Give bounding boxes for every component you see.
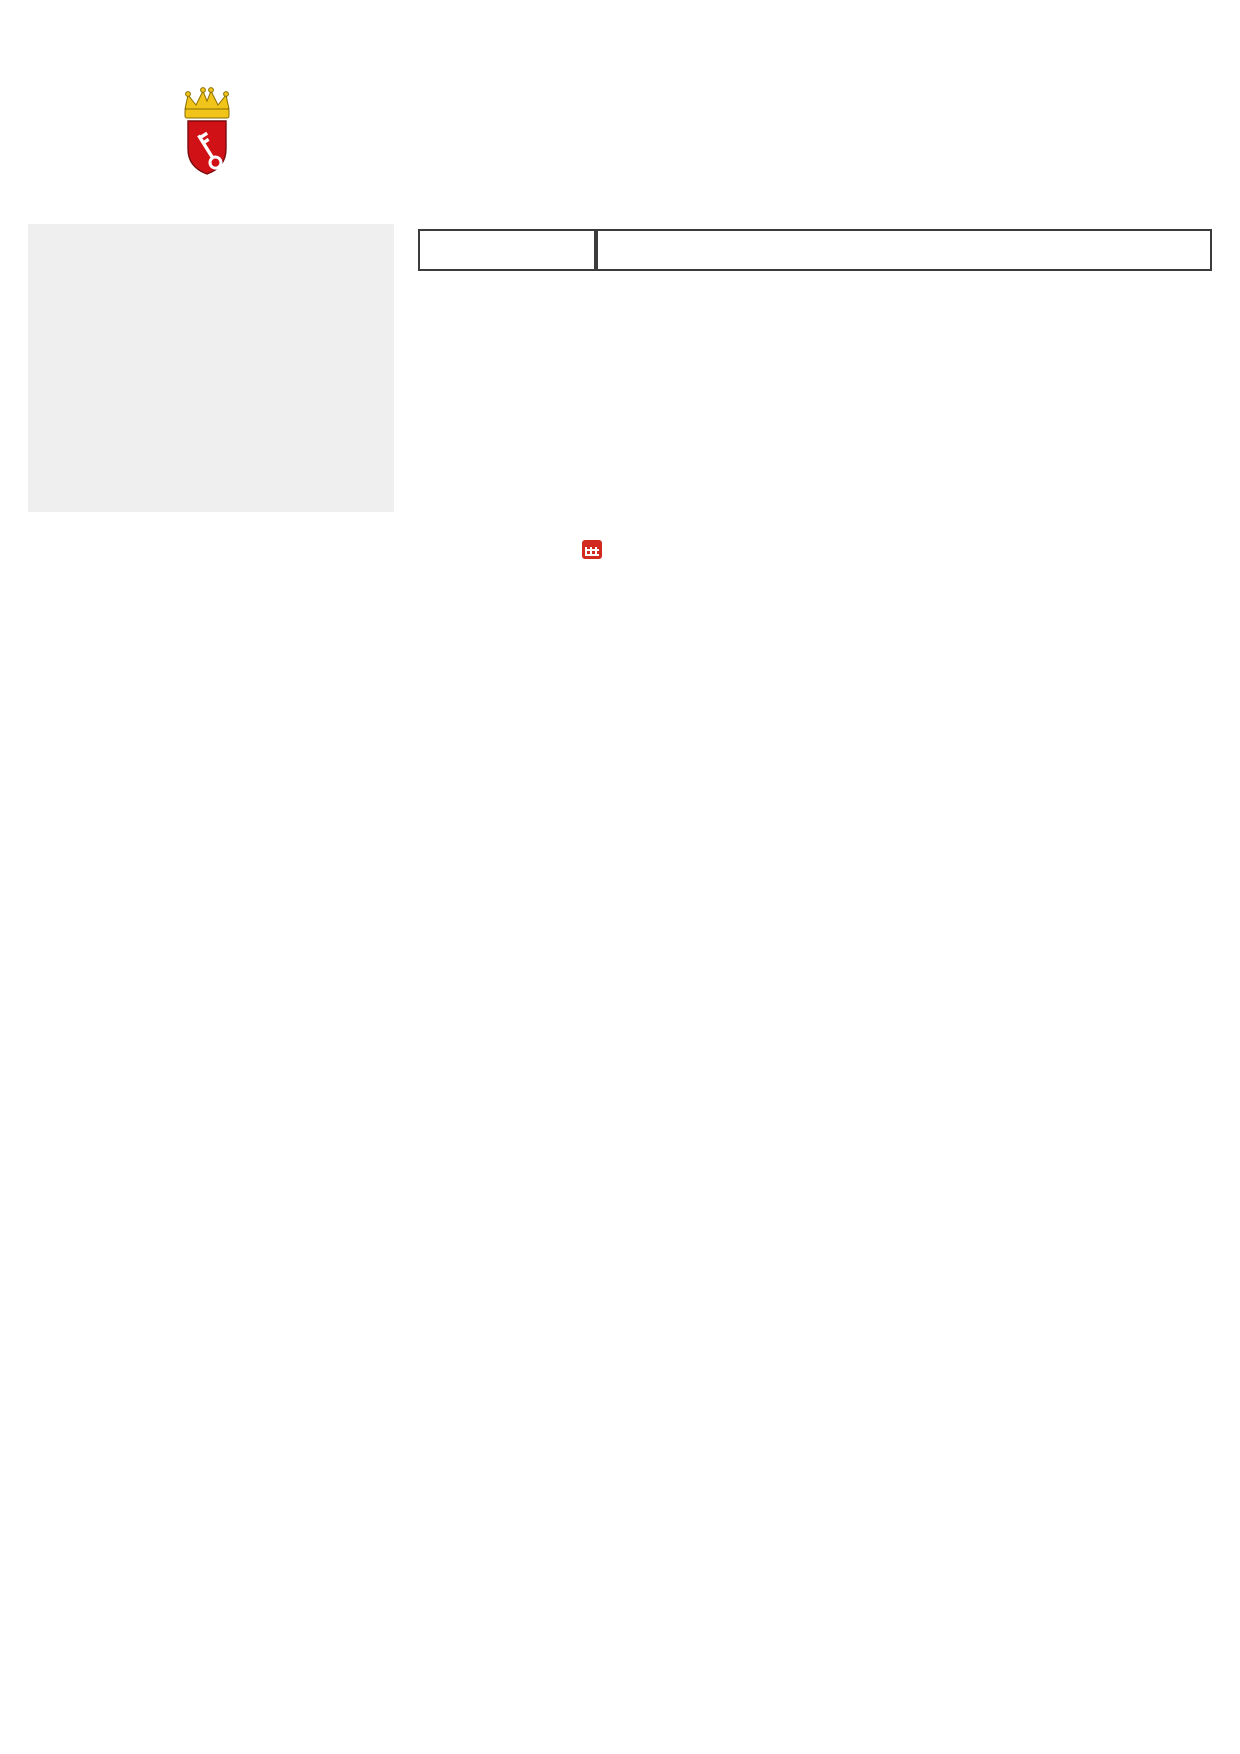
table-header-freitag xyxy=(418,229,596,271)
calendarena-logo-icon xyxy=(582,540,602,559)
school-holidays-table-wrap xyxy=(418,224,1212,512)
calendarena-brand xyxy=(582,540,610,559)
flag-checker-pattern xyxy=(30,37,110,199)
bremen-flag-icon xyxy=(30,37,330,199)
page-header xyxy=(0,26,1240,216)
calendar-page xyxy=(0,0,1240,559)
table-header-daten xyxy=(596,229,1212,271)
page-footer xyxy=(0,540,1240,559)
info-section xyxy=(0,224,1240,512)
public-holidays-list xyxy=(28,224,394,512)
school-holidays-table xyxy=(418,226,1212,274)
bremen-coat-of-arms-icon xyxy=(168,85,246,191)
